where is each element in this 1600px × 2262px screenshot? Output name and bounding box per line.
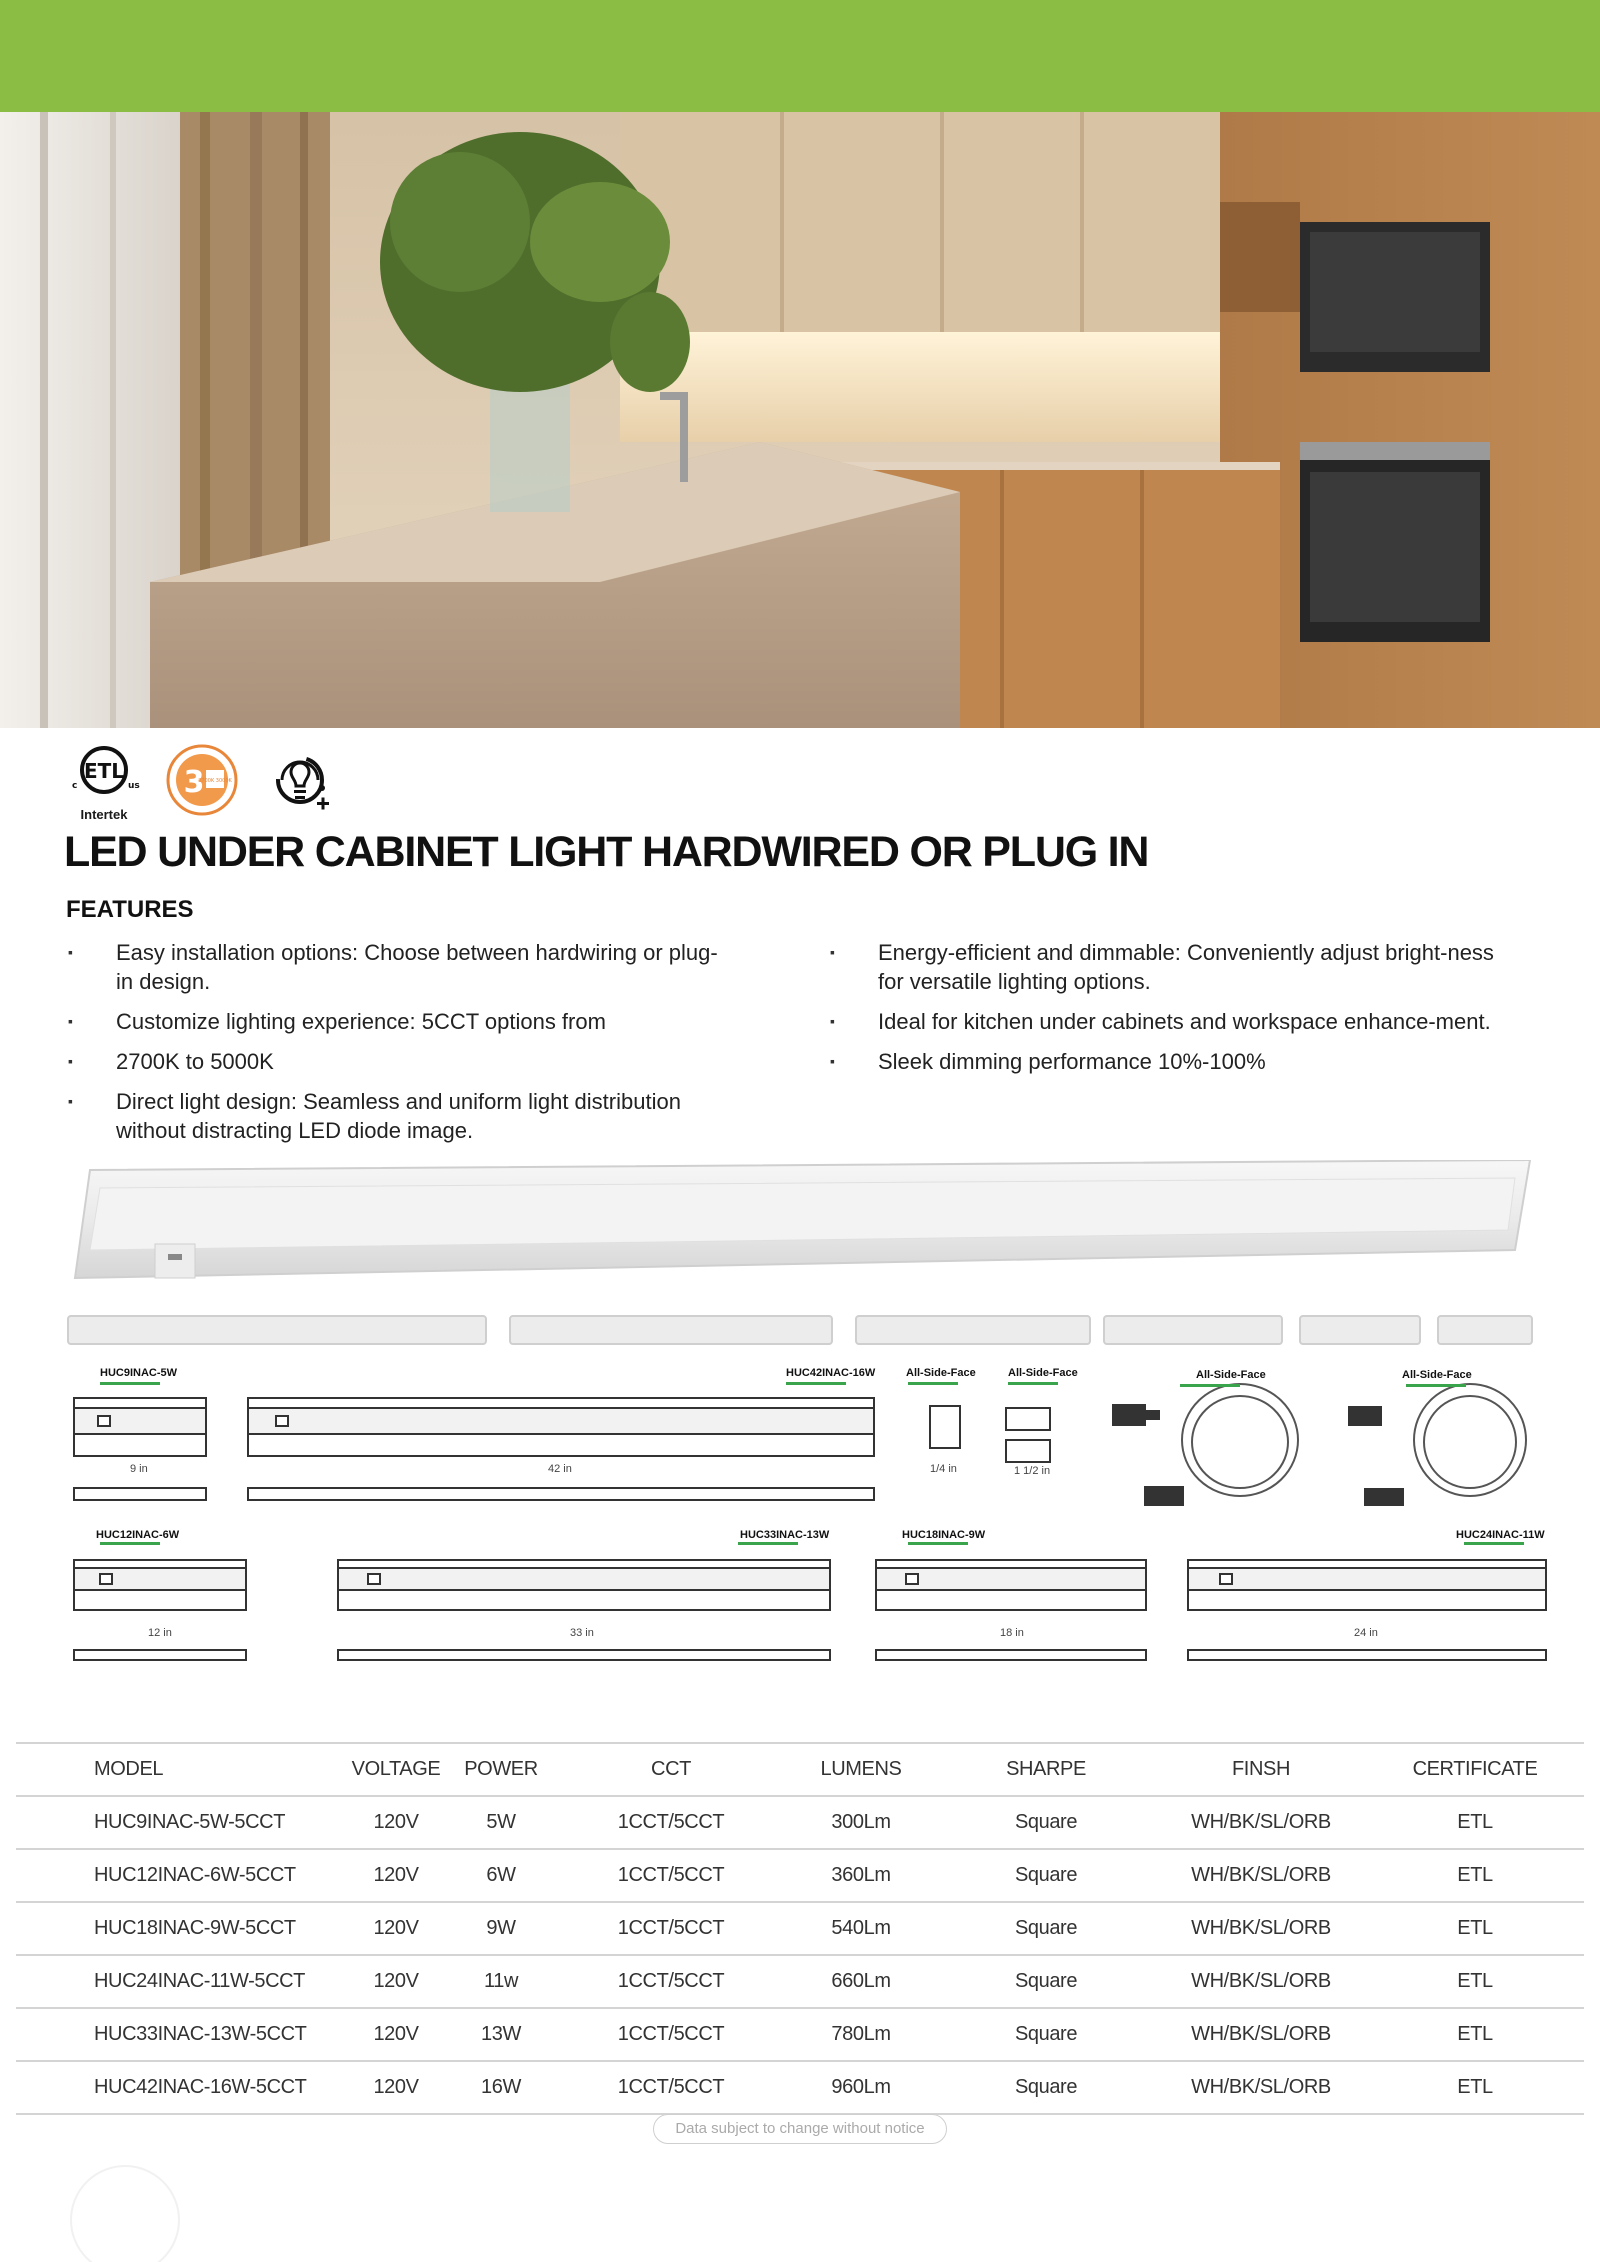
- column-header: CCT: [556, 1743, 786, 1796]
- feature-item: ▪ Sleek dimming performance 10%-100%: [828, 1047, 1518, 1076]
- table-cell: WH/BK/SL/ORB: [1156, 1902, 1366, 1955]
- svg-text:c: c: [72, 781, 78, 791]
- feature-item: ▪ Customize lighting experience: 5CCT options from: [66, 1007, 726, 1036]
- column-header: FINSH: [1156, 1743, 1366, 1796]
- corner-watermark: [70, 2165, 180, 2262]
- accessory-label: All-Side-Face: [1402, 1369, 1472, 1381]
- model-label: HUC18INAC-9W: [902, 1529, 986, 1541]
- table-cell: 11w: [446, 1955, 556, 2008]
- table-cell: Square: [936, 1796, 1156, 1849]
- feature-item: ▪ Energy-efficient and dimmable: Conveniently adjust bright-ness for versatile lighting options.: [828, 938, 1518, 996]
- brand-band: [0, 0, 1600, 112]
- table-row: [16, 1902, 1584, 1955]
- table-cell: 16W: [446, 2061, 556, 2114]
- table-cell: ETL: [1366, 2008, 1584, 2061]
- features-heading: FEATURES: [66, 896, 194, 923]
- table-header-row: [16, 1743, 1584, 1796]
- table-cell: 300Lm: [786, 1796, 936, 1849]
- table-cell: HUC12INAC-6W-5CCT: [16, 1849, 346, 1902]
- table-cell: 120V: [346, 1849, 446, 1902]
- length-label: 42 in: [548, 1463, 572, 1475]
- length-label: 24 in: [1354, 1627, 1378, 1639]
- table-cell: ETL: [1366, 2061, 1584, 2114]
- table-cell: 660Lm: [786, 1955, 936, 2008]
- hero-kitchen-photo: [0, 112, 1600, 728]
- table-cell: 13W: [446, 2008, 556, 2061]
- table-row: [16, 2061, 1584, 2114]
- column-header: MODEL: [16, 1743, 346, 1796]
- accessory-label: All-Side-Face: [1196, 1369, 1266, 1381]
- table-cell: ETL: [1366, 1902, 1584, 1955]
- model-label: HUC42INAC-16W: [786, 1367, 876, 1379]
- table-cell: ETL: [1366, 1849, 1584, 1902]
- model-label: HUC9INAC-5W: [100, 1367, 177, 1379]
- table-cell: 780Lm: [786, 2008, 936, 2061]
- intertek-label: Intertek: [80, 807, 128, 822]
- table-row: [16, 1955, 1584, 2008]
- table-cell: 1CCT/5CCT: [556, 1902, 786, 1955]
- accessory-label: All-Side-Face: [1008, 1367, 1078, 1379]
- table-cell: HUC18INAC-9W-5CCT: [16, 1902, 346, 1955]
- certification-row: [66, 742, 338, 822]
- table-cell: 120V: [346, 1796, 446, 1849]
- product-light-bar-image: [60, 1160, 1540, 1290]
- column-header: SHARPE: [936, 1743, 1156, 1796]
- table-cell: HUC33INAC-13W-5CCT: [16, 2008, 346, 2061]
- technical-drawings: [60, 1362, 1560, 1682]
- table-cell: 120V: [346, 2008, 446, 2061]
- table-cell: 360Lm: [786, 1849, 936, 1902]
- dimension-label: 1/4 in: [930, 1463, 957, 1475]
- table-cell: HUC42INAC-16W-5CCT: [16, 2061, 346, 2114]
- table-cell: ETL: [1366, 1955, 1584, 2008]
- feature-item: ▪ 2700K to 5000K: [66, 1047, 726, 1076]
- svg-text:3: 3: [183, 765, 205, 800]
- table-cell: HUC24INAC-11W-5CCT: [16, 1955, 346, 2008]
- feature-item: ▪ Ideal for kitchen under cabinets and workspace enhance-ment.: [828, 1007, 1518, 1036]
- column-header: CERTIFICATE: [1366, 1743, 1584, 1796]
- feature-item: ▪ Easy installation options: Choose between hardwiring or plug-in design.: [66, 938, 726, 996]
- table-cell: Square: [936, 1849, 1156, 1902]
- table-cell: WH/BK/SL/ORB: [1156, 1849, 1366, 1902]
- spec-table: [16, 1742, 1584, 2115]
- model-label: HUC12INAC-6W: [96, 1529, 180, 1541]
- dimension-label: 1 1/2 in: [1014, 1465, 1051, 1477]
- table-cell: 540Lm: [786, 1902, 936, 1955]
- features-list-left: [66, 938, 726, 1156]
- model-label: HUC24INAC-11W: [1456, 1529, 1545, 1541]
- table-cell: 5W: [446, 1796, 556, 1849]
- table-cell: 1CCT/5CCT: [556, 2061, 786, 2114]
- features-list-right: [828, 938, 1518, 1087]
- table-cell: Square: [936, 2008, 1156, 2061]
- table-cell: WH/BK/SL/ORB: [1156, 1955, 1366, 2008]
- table-cell: WH/BK/SL/ORB: [1156, 2061, 1366, 2114]
- model-label: HUC33INAC-13W: [740, 1529, 830, 1541]
- length-label: 33 in: [570, 1627, 594, 1639]
- table-cell: Square: [936, 2061, 1156, 2114]
- table-cell: 6W: [446, 1849, 556, 1902]
- dimmable-bulb-icon: [262, 742, 338, 818]
- table-cell: Square: [936, 1902, 1156, 1955]
- svg-text:us: us: [128, 781, 140, 791]
- table-cell: 1CCT/5CCT: [556, 1849, 786, 1902]
- accessory-label: All-Side-Face: [906, 1367, 976, 1379]
- product-size-thumbnails: [64, 1310, 1544, 1350]
- column-header: VOLTAGE: [346, 1743, 446, 1796]
- etl-listed-icon: [66, 742, 142, 822]
- table-cell: WH/BK/SL/ORB: [1156, 1796, 1366, 1849]
- table-row: [16, 2008, 1584, 2061]
- table-cell: 1CCT/5CCT: [556, 1796, 786, 1849]
- table-cell: 9W: [446, 1902, 556, 1955]
- data-notice: Data subject to change without notice: [653, 2114, 947, 2144]
- 3-year-warranty-icon: [164, 742, 240, 818]
- table-cell: 120V: [346, 2061, 446, 2114]
- page-title: LED UNDER CABINET LIGHT HARDWIRED OR PLUG IN: [64, 828, 1149, 876]
- table-cell: WH/BK/SL/ORB: [1156, 2008, 1366, 2061]
- svg-text:2700K 3000K: 2700K 3000K: [198, 778, 232, 784]
- table-cell: 960Lm: [786, 2061, 936, 2114]
- column-header: POWER: [446, 1743, 556, 1796]
- feature-item: ▪ Direct light design: Seamless and uniform light distribution without distracting LED diode image.: [66, 1087, 726, 1145]
- table-cell: Square: [936, 1955, 1156, 2008]
- table-cell: 1CCT/5CCT: [556, 1955, 786, 2008]
- table-row: [16, 1849, 1584, 1902]
- svg-text:ETL: ETL: [83, 759, 125, 783]
- column-header: LUMENS: [786, 1743, 936, 1796]
- table-row: [16, 1796, 1584, 1849]
- length-label: 18 in: [1000, 1627, 1024, 1639]
- length-label: 9 in: [130, 1463, 148, 1475]
- table-cell: 120V: [346, 1902, 446, 1955]
- length-label: 12 in: [148, 1627, 172, 1639]
- table-cell: 120V: [346, 1955, 446, 2008]
- table-cell: HUC9INAC-5W-5CCT: [16, 1796, 346, 1849]
- table-cell: ETL: [1366, 1796, 1584, 1849]
- table-cell: 1CCT/5CCT: [556, 2008, 786, 2061]
